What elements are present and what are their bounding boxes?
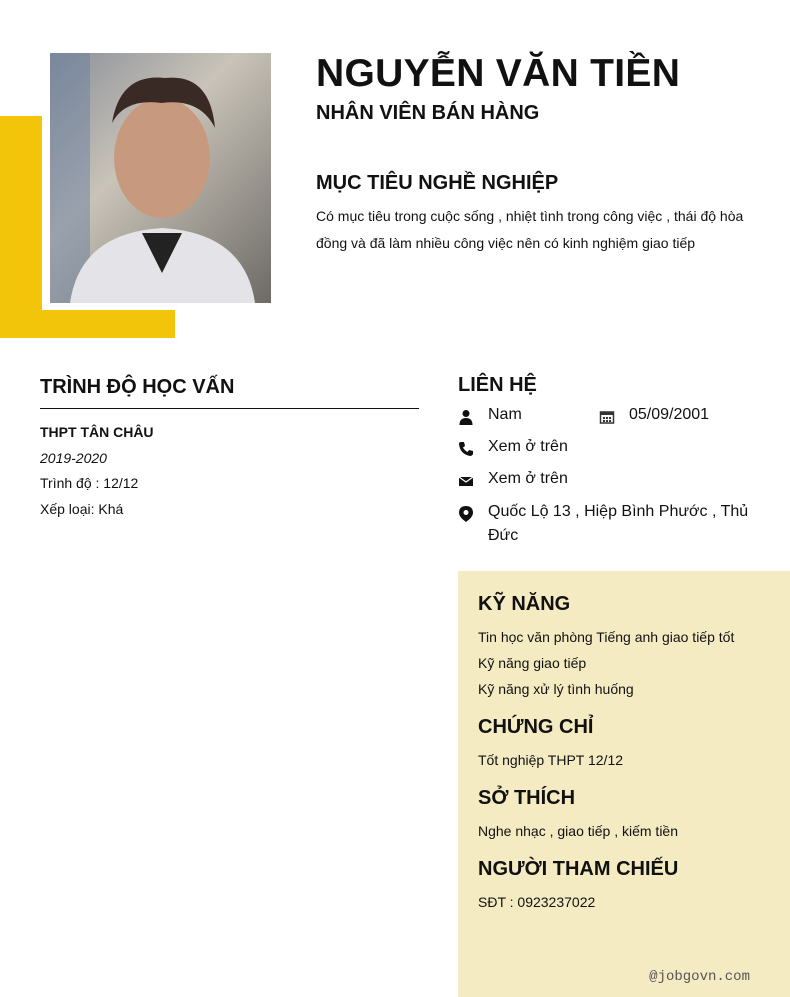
profile-photo [50, 53, 271, 303]
watermark: @jobgovn.com [649, 969, 750, 985]
certificates-section [478, 716, 770, 773]
skill-item: Tin học văn phòng Tiếng anh giao tiếp tốt [478, 629, 735, 645]
calendar-icon [599, 409, 615, 425]
divider [40, 408, 419, 409]
references-heading: NGƯỜI THAM CHIẾU [478, 858, 679, 880]
references-section [478, 858, 770, 915]
location-pin-icon [458, 506, 474, 522]
reference-item: SĐT : 0923237022 [478, 894, 596, 910]
certificates-heading: CHỨNG CHỈ [478, 716, 594, 738]
job-title: NHÂN VIÊN BÁN HÀNG [316, 102, 540, 124]
contact-gender [458, 406, 522, 425]
contact-phone [458, 438, 568, 457]
accent-bar [0, 310, 175, 338]
skills-section [478, 593, 770, 702]
person-icon [458, 409, 474, 425]
address-value: Quốc Lộ 13 , Hiệp Bình Phước , Thủ Đức [488, 503, 749, 544]
skills-heading: KỸ NĂNG [478, 593, 571, 615]
hobby-item: Nghe nhạc , giao tiếp , kiếm tiền [478, 823, 679, 839]
skill-item: Kỹ năng giao tiếp [478, 655, 587, 671]
skill-item: Kỹ năng xử lý tình huống [478, 681, 634, 697]
dob-value: 05/09/2001 [629, 406, 710, 423]
hobbies-heading: SỞ THÍCH [478, 787, 576, 809]
email-value: Xem ở trên [488, 470, 568, 487]
certificate-item: Tốt nghiệp THPT 12/12 [478, 752, 624, 768]
contact-email [458, 470, 568, 489]
side-panel [458, 571, 790, 997]
contact-address [458, 502, 758, 548]
gender-value: Nam [488, 406, 522, 423]
candidate-name: NGUYỄN VĂN TIỀN [316, 52, 681, 95]
phone-icon [458, 441, 474, 457]
education-entry [40, 420, 154, 522]
objective-heading: MỤC TIÊU NGHỀ NGHIỆP [316, 172, 559, 194]
accent-block [0, 116, 42, 338]
education-heading: TRÌNH ĐỘ HỌC VẤN [40, 376, 235, 398]
hobbies-section [478, 787, 770, 844]
education-rank: Xếp loại: Khá [40, 500, 124, 517]
email-icon [458, 473, 474, 489]
school-name: THPT TÂN CHÂU [40, 424, 154, 440]
contact-heading: LIÊN HỆ [458, 374, 537, 396]
school-years: 2019-2020 [40, 449, 107, 466]
contact-dob [599, 406, 709, 425]
education-level: Trình độ : 12/12 [40, 475, 139, 491]
phone-value: Xem ở trên [488, 438, 568, 455]
objective-text: Có mục tiêu trong cuộc sống , nhiệt tình trong công việc , thái độ hòa đồng và đã làm nhiều công việc nên có kinh nghiệm giao tiếp [316, 208, 744, 251]
